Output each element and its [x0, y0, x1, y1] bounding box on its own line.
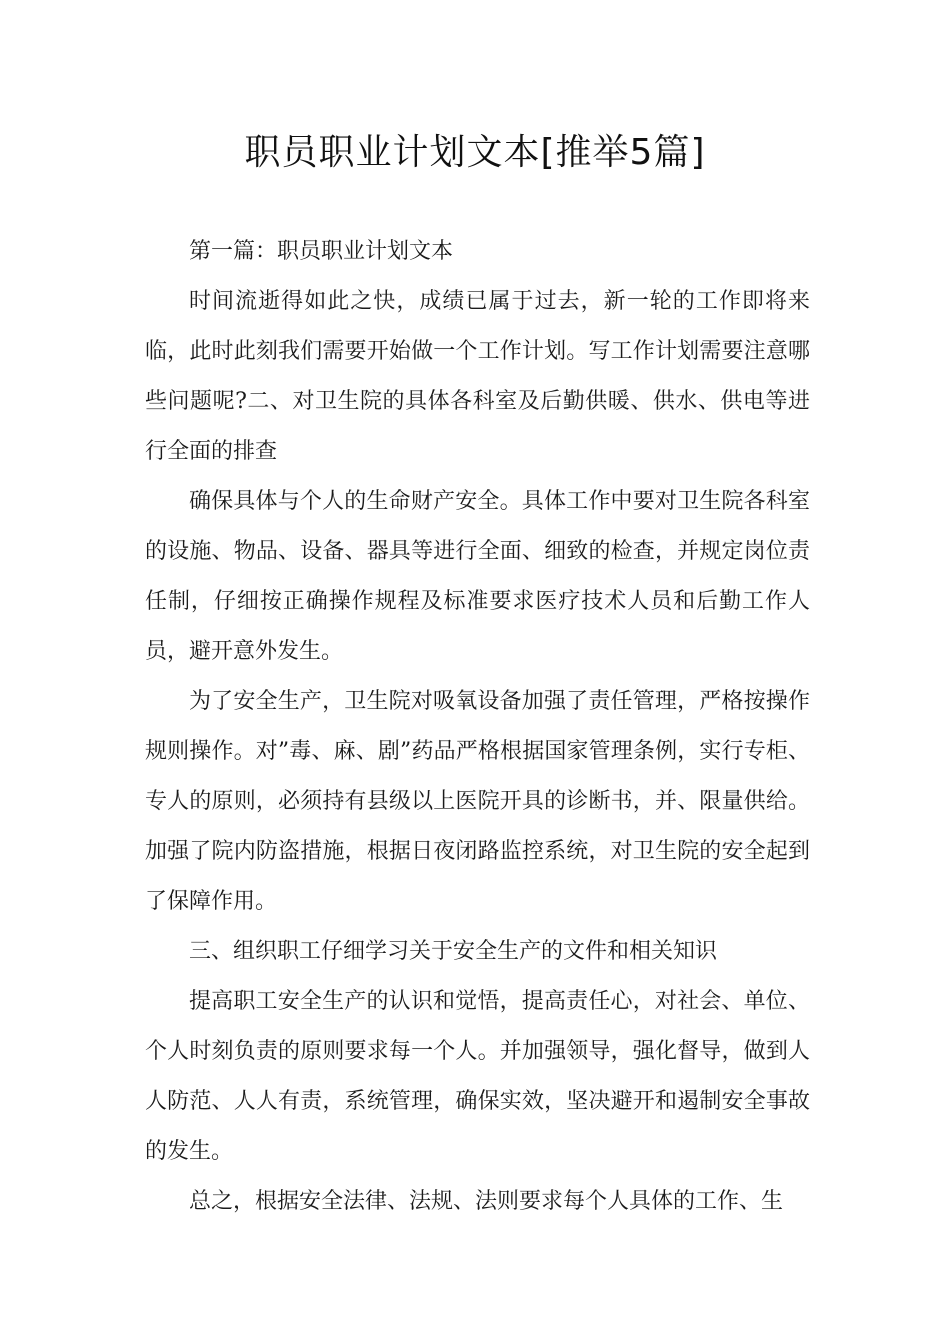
section-heading-first: 第一篇：职员职业计划文本	[189, 239, 454, 264]
document-body	[145, 227, 810, 1227]
document-title: 职员职业计划文本[推举5篇]	[244, 132, 706, 173]
paragraph: 为了安全生产，卫生院对吸氧设备加强了责任管理，严格按操作规则操作。对”毒、麻、剧”药品严格根据国家管理条例，实行专柜、专人的原则，必须持有县级以上医院开具的诊断书，并、限量供给。加强了院内防盗措施，根据日夜闭路监控系统，对卫生院的安全起到了保障作用。	[145, 689, 810, 914]
paragraph: 时间流逝得如此之快，成绩已属于过去，新一轮的工作即将来临，此时此刻我们需要开始做一个工作计划。写工作计划需要注意哪些问题呢?二、对卫生院的具体各科室及后勤供暖、供水、供电等进行全面的排查	[145, 289, 810, 464]
section-heading-third: 三、组织职工仔细学习关于安全生产的文件和相关知识	[189, 939, 718, 964]
paragraph: 确保具体与个人的生命财产安全。具体工作中要对卫生院各科室的设施、物品、设备、器具等进行全面、细致的检查，并规定岗位责任制，仔细按正确操作规程及标准要求医疗技术人员和后勤工作人员，避开意外发生。	[145, 489, 810, 664]
paragraph: 提高职工安全生产的认识和觉悟，提高责任心，对社会、单位、个人时刻负责的原则要求每一个人。并加强领导，强化督导，做到人人防范、人人有责，系统管理，确保实效，坚决避开和遏制安全事故的发生。	[145, 989, 810, 1164]
paragraph: 总之，根据安全法律、法规、法则要求每个人具体的工作、生	[189, 1189, 784, 1214]
